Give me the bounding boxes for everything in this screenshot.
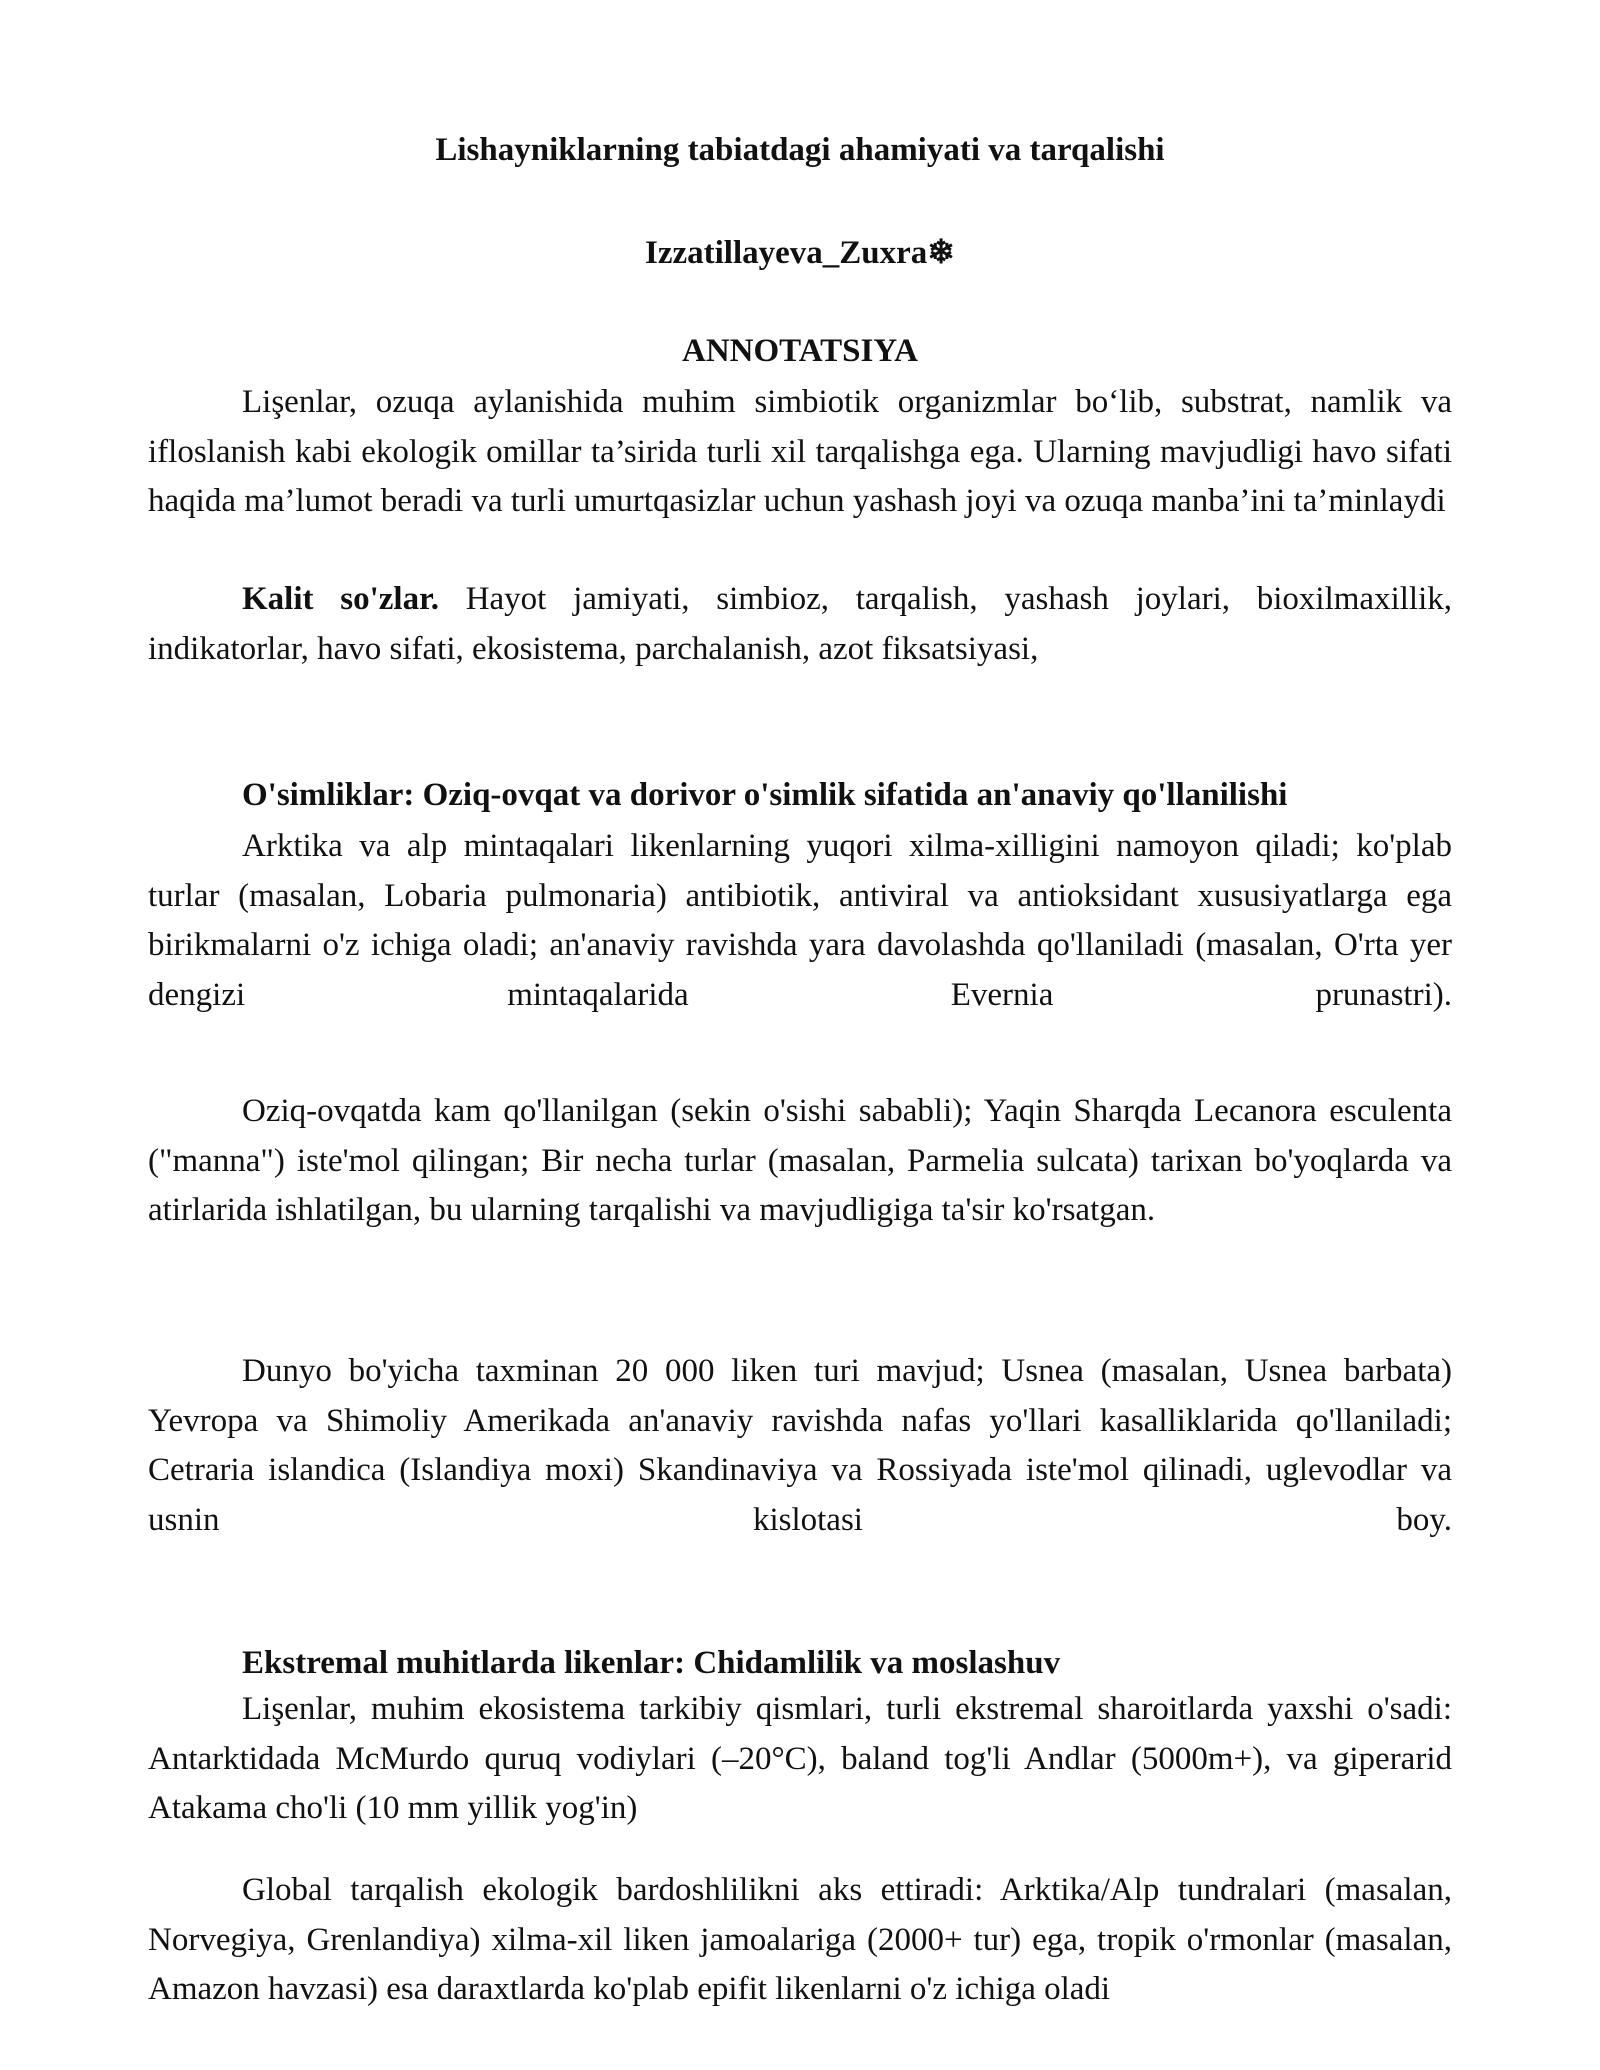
section2-paragraph-1: Lişenlar, muhim ekosistema tarkibiy qismlari, turli ekstremal sharoitlarda yaxshi o'sadi: Antarktidada McMurdo quruq vodiylari (–20°C), baland tog'li Andlar (5000m+), va giperarid Atakama cho'li (10 mm yillik yog'in) <box>148 1691 1452 1826</box>
keywords-text: Hayot jamiyati, simbioz, tarqalish, yashash joylari, bioxilmaxillik, indikatorlar, havo sifati, ekosistema, parchalanish, azot fiksatsiyasi, <box>148 581 1452 667</box>
section1-paragraph-3: Dunyo bo'yicha taxminan 20 000 liken turi mavjud; Usnea (masalan, Usnea barbata) Yevropa va Shimoliy Amerikada an'anaviy ravishda nafas yo'llari kasalliklarida qo'llaniladi; Cetraria islandica (Islandiya moxi) Skandinaviya va Rossiyada iste'mol qilinadi, uglevodlar va usnin kislotasi boy. <box>148 1353 1452 1538</box>
keywords-label: Kalit so'zlar. <box>242 581 439 617</box>
section1-paragraph-1: Arktika va alp mintaqalari likenlarning yuqori xilma-xilligini namoyon qiladi; ko'plab turlar (masalan, Lobaria pulmonaria) antibiotik, antiviral va antioksidant xususiyatlarga ega birikmalarni o'z ichiga oladi; an'anaviy ravishda yara davolashda qo'llaniladi (masalan, O'rta yer dengizi mintaqalarida Evernia prunastri). <box>148 828 1452 1013</box>
annotation-heading: ANNOTATSIYA <box>682 333 918 369</box>
section2-paragraph-2: Global tarqalish ekologik bardoshlilikni aks ettiradi: Arktika/Alp tundralari (masalan, Norvegiya, Grenlandiya) xilma-xil liken jamoalariga (2000+ tur) ega, tropik o'rmonlar (masalan, Amazon havzasi) esa daraxtlarda ko'plab epifit likenlarni o'z ichiga oladi <box>148 1872 1452 2007</box>
annotation-paragraph: Lişenlar, ozuqa aylanishida muhim simbiotik organizmlar bo‘lib, substrat, namlik va ifloslanish kabi ekologik omillar ta’sirida turli xil tarqalishga ega. Ularning mavjudligi havo sifati haqida ma’lumot beradi va turli umurtqasizlar uchun yashash joyi va ozuqa manba’ini ta’minlaydi <box>148 384 1452 519</box>
author-name: Izzatillayeva_Zuxra❄ <box>645 235 955 271</box>
document-title: Lishayniklarning tabiatdagi ahamiyati va tarqalishi <box>435 132 1165 168</box>
section-heading-plants: O'simliklar: Oziq-ovqat va dorivor o'simlik sifatida an'anaviy qo'llanilishi <box>242 777 1288 813</box>
section-heading-extreme: Ekstremal muhitlarda likenlar: Chidamlilik va moslashuv <box>242 1645 1061 1681</box>
section1-paragraph-2: Oziq-ovqatda kam qo'llanilgan (sekin o'sishi sababli); Yaqin Sharqda Lecanora esculenta ("manna") iste'mol qilingan; Bir necha turlar (masalan, Parmelia sulcata) tarixan bo'yoqlarda va atirlarida ishlatilgan, bu ularning tarqalishi va mavjudligiga ta'sir ko'rsatgan. <box>148 1093 1452 1228</box>
keywords-paragraph <box>148 575 1452 674</box>
